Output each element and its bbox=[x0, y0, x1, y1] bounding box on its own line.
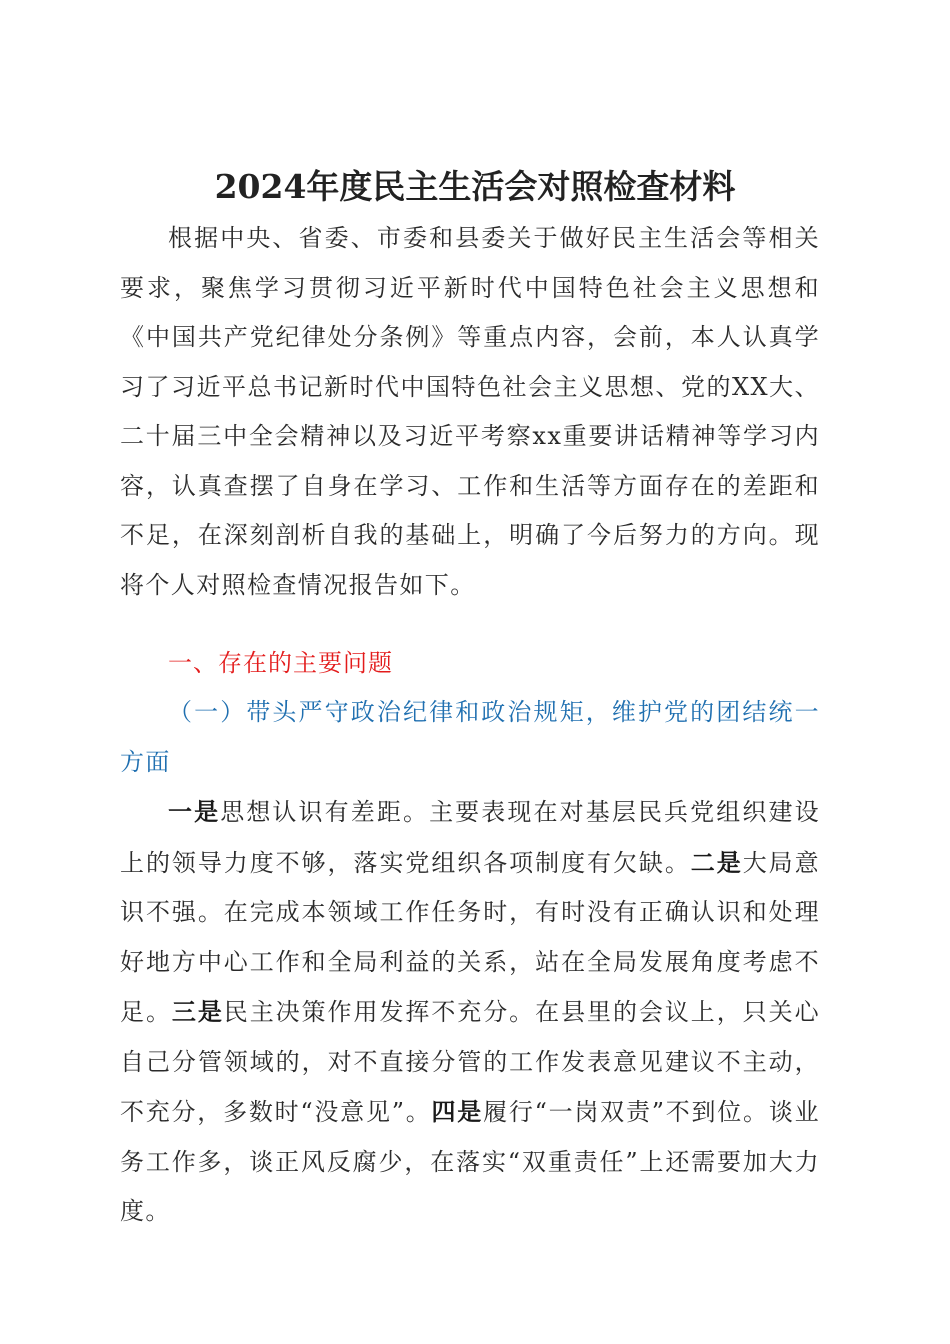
point-lead-3: 三是 bbox=[171, 997, 224, 1026]
point-lead-4: 四是 bbox=[431, 1097, 484, 1126]
point-text-4: 履行“一岗双责”不到位。谈业务工作多，谈正风反腐少，在落实“双重责任”上还需要加大力度。 bbox=[120, 1098, 820, 1225]
subsection-heading: （一）带头严守政治纪律和政治规矩，维护党的团结统一方面 bbox=[120, 698, 820, 776]
point-text-2: 大局意识不强。在完成本领域工作任务时，有时没有正确认识和处理好地方中心工作和全局利益的关系，站在全局发展角度考虑不足。 bbox=[120, 848, 820, 1026]
point-lead-1: 一是 bbox=[168, 797, 221, 826]
point-text-3: 民主决策作用发挥不充分。在县里的会议上，只关心自己分管领域的，对不直接分管的工作发表意见建议不主动，不充分，多数时“没意见”。 bbox=[120, 998, 820, 1126]
issues-paragraph bbox=[120, 787, 820, 1237]
section-heading: 一、存在的主要问题 bbox=[168, 649, 393, 677]
point-lead-2: 二是 bbox=[690, 847, 743, 877]
intro-paragraph: 根据中央、省委、市委和县委关于做好民主生活会等相关要求，聚焦学习贯彻习近平新时代中国特色社会主义思想和《中国共产党纪律处分条例》等重点内容，会前，本人认真学习了习近平总书记新时代中国特色社会主义思想、党的XX大、二十届三中全会精神以及习近平考察xx重要讲话精神等学习内容，认真查摆了自身在学习、工作和生活等方面存在的差距和不足，在深刻剖析自我的基础上，明确了今后努力的方向。现将个人对照检查情况报告如下。 bbox=[120, 224, 820, 599]
point-text-1: 思想认识有差距。主要表现在对基层民兵党组织建设上的领导力度不够，落实党组织各项制度有欠缺。 bbox=[120, 798, 820, 877]
document-title: 2024年度民主生活会对照检查材料 bbox=[214, 167, 736, 206]
